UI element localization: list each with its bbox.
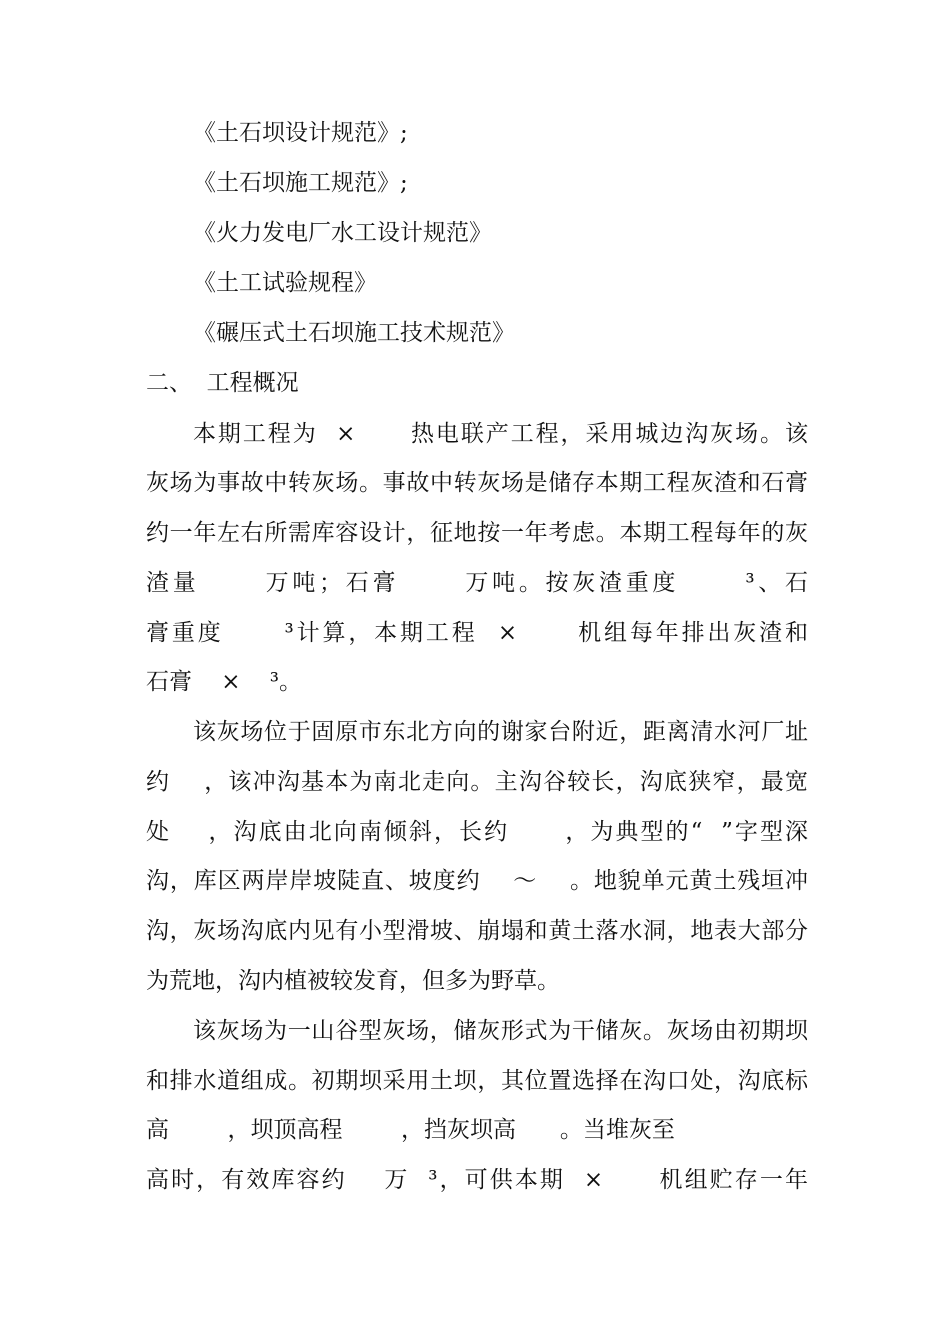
- paragraph-line: 石膏 × ³。: [146, 669, 302, 695]
- paragraph-line: 处 ，沟底由北向南倾斜，长约 ，为典型的“ ”字型深: [146, 819, 808, 845]
- reference-item: 《土石坝设计规范》;: [193, 120, 408, 146]
- paragraph-line: 灰场为事故中转灰场。事故中转灰场是储存本期工程灰渣和石膏: [146, 470, 808, 496]
- paragraph-line: 约 ，该冲沟基本为南北走向。主沟谷较长，沟底狭窄，最宽: [146, 769, 808, 795]
- paragraph-line: 和排水道组成。初期坝采用土坝，其位置选择在沟口处，沟底标: [146, 1068, 808, 1094]
- reference-item: 《碾压式土石坝施工技术规范》: [193, 320, 515, 346]
- reference-item: 《土石坝施工规范》;: [193, 170, 408, 196]
- paragraph-line: 沟，灰场沟底内见有小型滑坡、崩塌和黄土落水洞，地表大部分: [146, 918, 808, 944]
- paragraph-line: 渣量 万吨；石膏 万吨。按灰渣重度 ³、石: [146, 570, 808, 596]
- reference-item: 《火力发电厂水工设计规范》: [193, 220, 492, 246]
- section-heading: 二、 工程概况: [146, 370, 299, 396]
- paragraph-line: 该灰场为一山谷型灰场，储灰形式为干储灰。灰场由初期坝: [193, 1018, 808, 1044]
- paragraph-line: 膏重度 ³计算，本期工程 × 机组每年排出灰渣和: [146, 620, 808, 646]
- paragraph-line: 沟，库区两岸岸坡陡直、坡度约 ～ 。地貌单元黄土残垣冲: [146, 868, 808, 894]
- paragraph-line: 为荒地，沟内植被较发育，但多为野草。: [146, 968, 560, 994]
- paragraph-line: 本期工程为 × 热电联产工程，采用城边沟灰场。该: [193, 421, 808, 447]
- paragraph-line: 约一年左右所需库容设计，征地按一年考虑。本期工程每年的灰: [146, 520, 808, 546]
- paragraph-line: 高时，有效库容约 万 ³，可供本期 × 机组贮存一年: [146, 1167, 808, 1193]
- paragraph-line: 高 ，坝顶高程 ，挡灰坝高 。当堆灰至: [146, 1117, 675, 1143]
- paragraph-line: 该灰场位于固原市东北方向的谢家台附近，距离清水河厂址: [193, 719, 808, 745]
- reference-item: 《土工试验规程》: [193, 270, 377, 296]
